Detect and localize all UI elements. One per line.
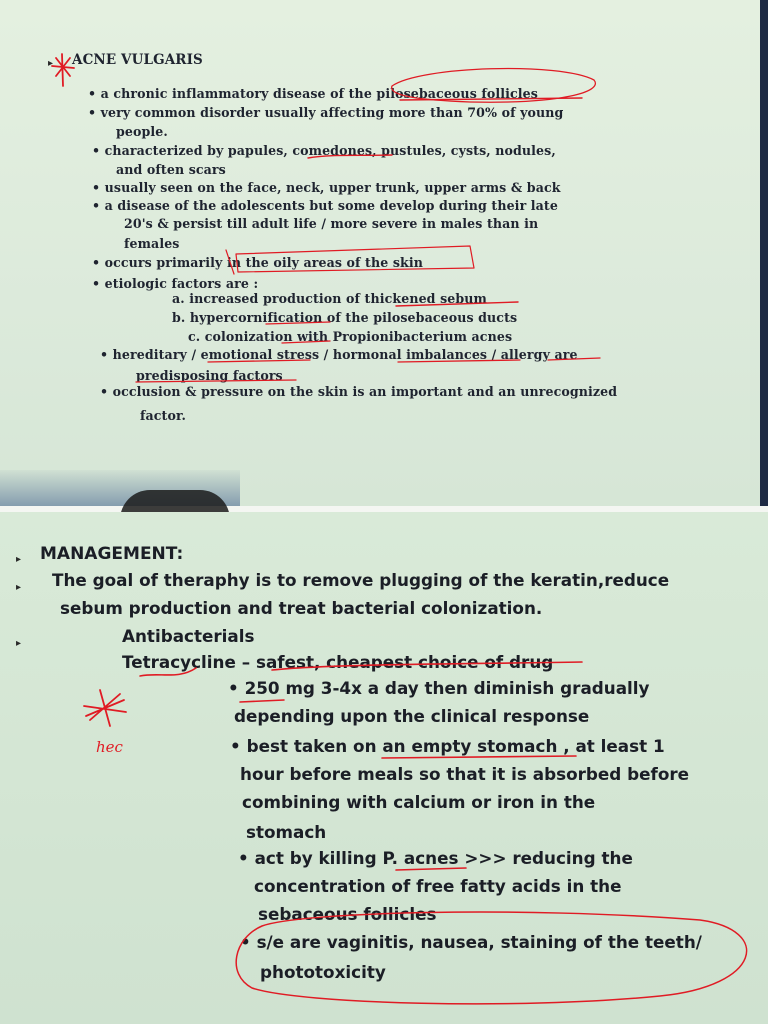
- text-line: The goal of theraphy is to remove plugging of the keratin,reduce: [52, 570, 670, 590]
- text-line: and often scars: [116, 162, 226, 177]
- text-line: Tetracycline – safest, cheapest choice of drug: [122, 652, 554, 672]
- text-line: depending upon the clinical response: [234, 706, 590, 726]
- text-line: a. increased production of thickened sebum: [172, 291, 487, 306]
- text-line: • s/e are vaginitis, nausea, staining of the teeth/: [240, 932, 702, 952]
- text-line: sebum production and treat bacterial colonization.: [60, 598, 543, 618]
- text-line: stomach: [246, 822, 327, 842]
- slide-acne-vulgaris: [0, 0, 760, 508]
- text-line: • 250 mg 3-4x a day then diminish gradually: [228, 678, 650, 698]
- text-line: 20's & persist till adult life / more severe in males than in: [124, 216, 539, 231]
- text-line: predisposing factors: [136, 368, 283, 383]
- text-line: • etiologic factors are :: [92, 276, 259, 291]
- text-line: b. hypercornification of the pilosebaceous ducts: [172, 310, 518, 325]
- text-line: people.: [116, 124, 168, 139]
- text-line: • characterized by papules, comedones, pustules, cysts, nodules,: [92, 143, 556, 158]
- bullet-arrow-icon: ▸: [48, 58, 54, 69]
- bullet-arrow-icon: ▸: [16, 638, 22, 649]
- text-line: sebaceous follicles: [258, 904, 437, 924]
- text-line: Antibacterials: [122, 626, 255, 646]
- text-line: females: [124, 236, 180, 251]
- text-line: factor.: [140, 408, 187, 423]
- section-heading: MANAGEMENT:: [40, 544, 184, 564]
- text-line: c. colonization with Propionibacterium acnes: [188, 329, 513, 344]
- text-line: • best taken on an empty stomach , at least 1: [230, 736, 665, 756]
- handwritten-note: hec: [96, 738, 123, 756]
- bullet-arrow-icon: ▸: [16, 554, 22, 565]
- bullet-arrow-icon: ▸: [16, 582, 22, 593]
- text-line: phototoxicity: [260, 962, 386, 982]
- slide-title: ACNE VULGARIS: [72, 52, 203, 68]
- text-line: concentration of free fatty acids in the: [254, 876, 622, 896]
- text-line: hour before meals so that it is absorbed before: [240, 764, 690, 784]
- text-line: combining with calcium or iron in the: [242, 792, 596, 812]
- text-line: • act by killing P. acnes >>> reducing the: [238, 848, 633, 868]
- slide-management: [0, 512, 768, 1024]
- text-line: • hereditary / emotional stress / hormonal imbalances / allergy are: [100, 347, 578, 362]
- text-line: • a chronic inflammatory disease of the pilosebaceous follicles: [88, 86, 538, 101]
- text-line: • occurs primarily in the oily areas of the skin: [92, 255, 423, 270]
- text-line: • occlusion & pressure on the skin is an important and an unrecognized: [100, 384, 618, 399]
- text-line: • usually seen on the face, neck, upper trunk, upper arms & back: [92, 180, 561, 195]
- text-line: • a disease of the adolescents but some develop during their late: [92, 198, 558, 213]
- text-line: • very common disorder usually affecting more than 70% of young: [88, 105, 564, 120]
